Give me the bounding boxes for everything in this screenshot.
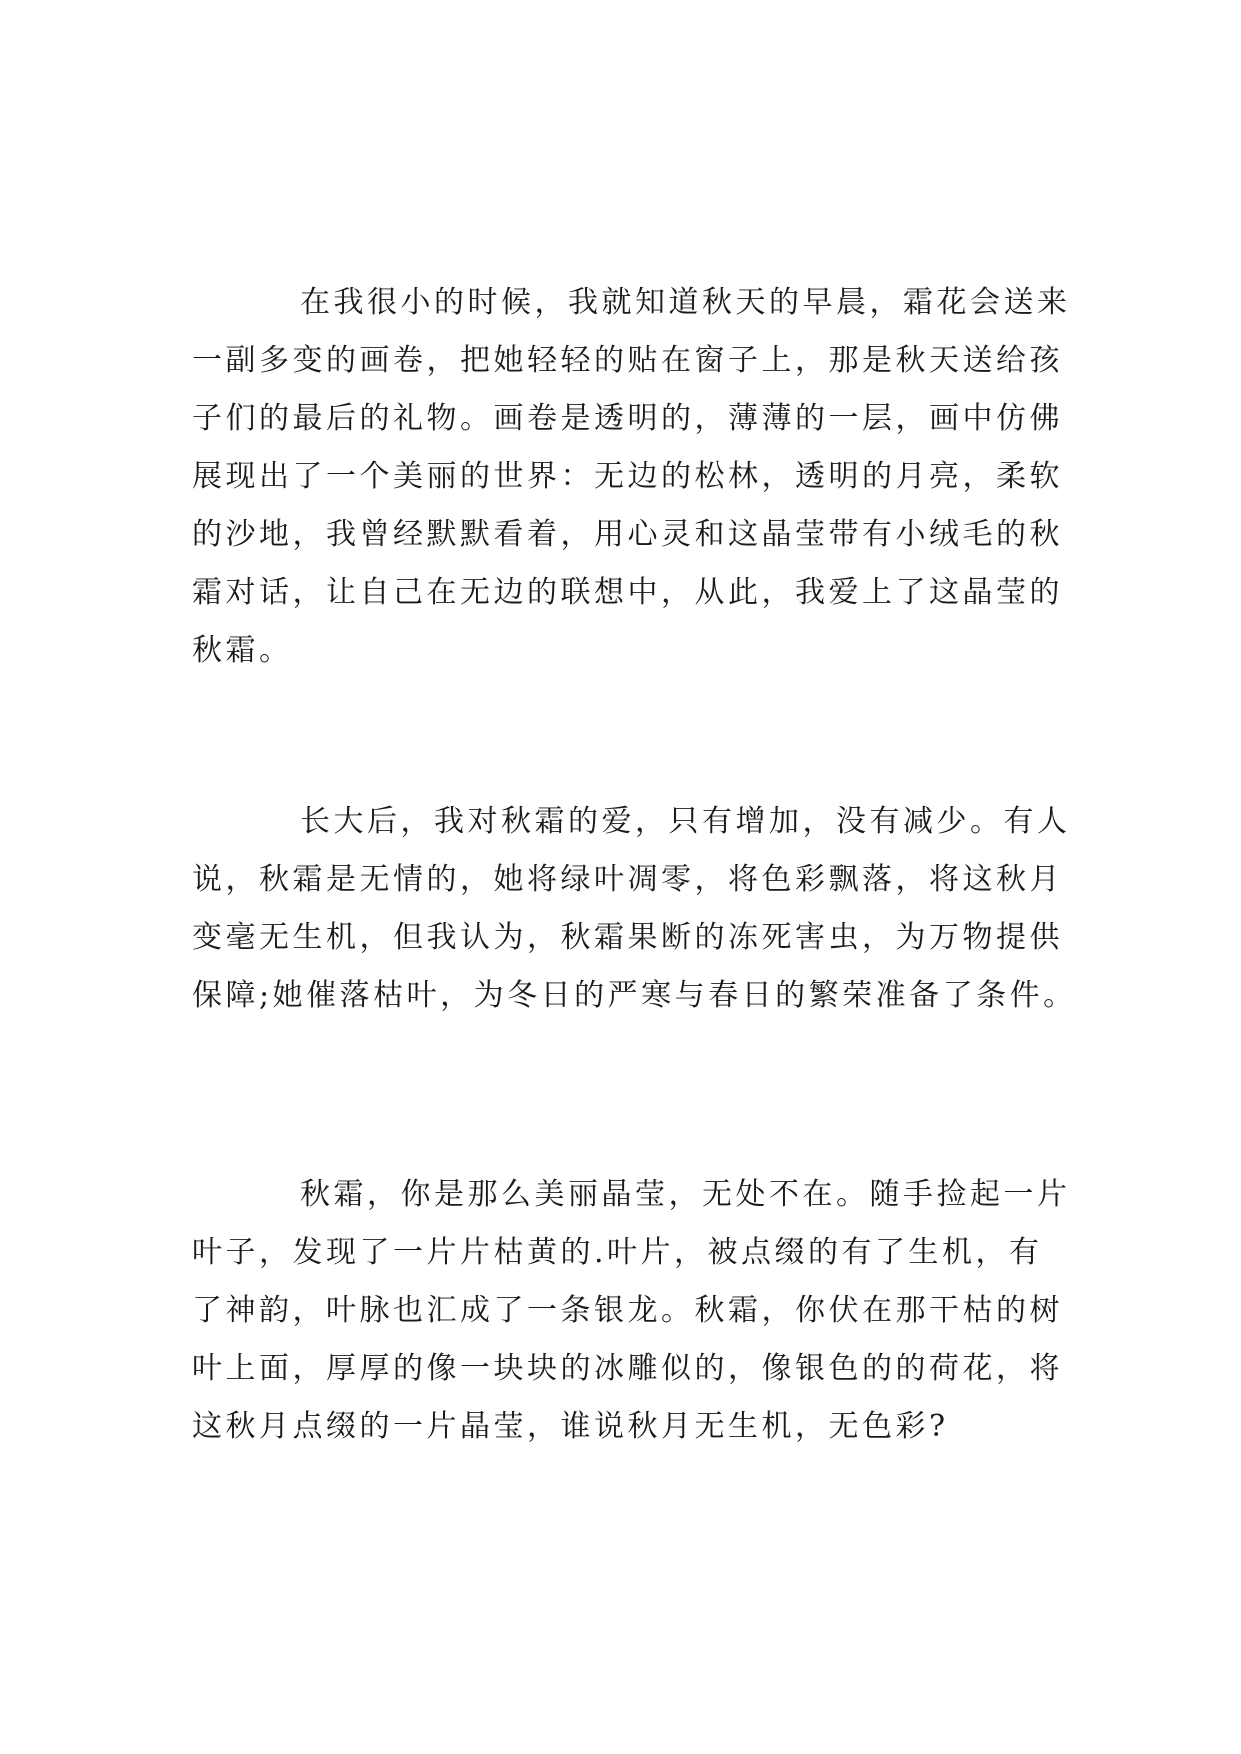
paragraph-line: 展现出了一个美丽的世界：无边的松林，透明的月亮，柔软	[192, 459, 1063, 494]
paragraph-line: 长大后，我对秋霜的爱，只有增加，没有减少。有人	[300, 804, 1071, 839]
paragraph-line: 变毫无生机，但我认为，秋霜果断的冻死害虫，为万物提供	[192, 920, 1063, 955]
paragraph-2	[192, 793, 1077, 1025]
paragraph-line: 说，秋霜是无情的，她将绿叶凋零，将色彩飘落，将这秋月	[192, 862, 1063, 897]
paragraph-line: 的沙地，我曾经默默看着，用心灵和这晶莹带有小绒毛的秋	[192, 517, 1063, 552]
paragraph-line: 叶上面，厚厚的像一块块的冰雕似的，像银色的的荷花，将	[192, 1351, 1063, 1386]
paragraph-3	[192, 1166, 1071, 1456]
paragraph-line: 子们的最后的礼物。画卷是透明的，薄薄的一层，画中仿佛	[192, 401, 1063, 436]
paragraph-line: 这秋月点缀的一片晶莹，谁说秋月无生机，无色彩?	[192, 1409, 949, 1444]
paragraph-line: 秋霜，你是那么美丽晶莹，无处不在。随手捡起一片	[300, 1177, 1071, 1212]
paragraph-line: 叶子，发现了一片片枯黄的.叶片，被点缀的有了生机，有	[192, 1235, 1043, 1270]
paragraph-line: 一副多变的画卷，把她轻轻的贴在窗子上，那是秋天送给孩	[192, 343, 1063, 378]
paragraph-line: 霜对话，让自己在无边的联想中，从此，我爱上了这晶莹的	[192, 575, 1063, 610]
paragraph-1	[192, 274, 1071, 680]
paragraph-line: 秋霜。	[192, 633, 293, 668]
paragraph-line: 在我很小的时候，我就知道秋天的早晨，霜花会送来	[300, 285, 1071, 320]
paragraph-line: 保障;她催落枯叶，为冬日的严寒与春日的繁荣准备了条件。	[192, 978, 1077, 1013]
paragraph-line: 了神韵，叶脉也汇成了一条银龙。秋霜，你伏在那干枯的树	[192, 1293, 1063, 1328]
